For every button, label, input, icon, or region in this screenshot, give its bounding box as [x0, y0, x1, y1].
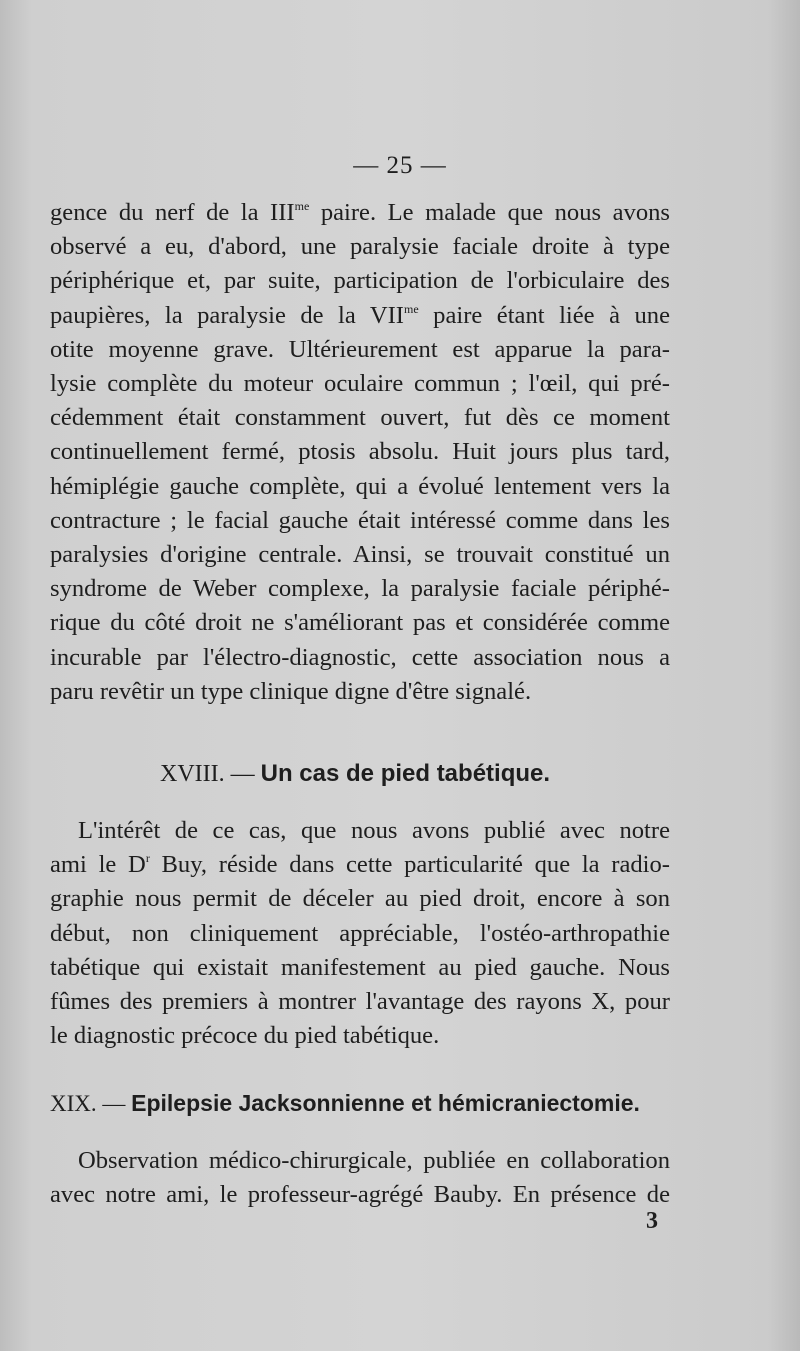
text-line — [50, 504, 670, 538]
text-segment: incurable par l'électro-diagnostic, cette association nous a — [50, 643, 670, 671]
text-line — [50, 1144, 670, 1178]
section-heading-xix — [50, 1090, 640, 1117]
text-line — [50, 985, 670, 1019]
text-line — [50, 470, 670, 504]
text-segment: gence du nerf de la III — [50, 199, 295, 226]
text-segment: L'intérêt de ce cas, que nous avons publié avec notre — [78, 817, 670, 844]
text-segment: graphie nous permit de déceler au pied droit, encore à son — [50, 885, 670, 913]
text-segment: contracture ; le facial gauche était intéressé comme dans les — [50, 506, 670, 534]
text-line — [50, 814, 670, 848]
text-segment: paire étant liée à une — [418, 301, 670, 329]
text-segment: syndrome de Weber complexe, la paralysie faciale périphé- — [50, 575, 670, 603]
section-heading-xviii — [160, 760, 550, 788]
text-line — [50, 606, 670, 640]
text-line — [50, 435, 670, 469]
text-line — [50, 1019, 670, 1053]
section-numeral: XVIII. — — [160, 761, 261, 787]
text-segment: observé a eu, d'abord, une paralysie faciale droite à type — [50, 233, 670, 261]
text-segment: périphérique et, par suite, participation de l'orbiculaire des — [50, 267, 670, 295]
text-line — [50, 230, 670, 264]
text-line — [50, 333, 670, 367]
text-segment: hémiplégie gauche complète, qui a évolué lentement vers la — [50, 472, 670, 500]
text-line — [50, 299, 670, 333]
paragraph-facial-paralysis — [50, 196, 670, 709]
text-line — [50, 264, 670, 298]
text-segment: le diagnostic précoce du pied tabétique. — [50, 1022, 440, 1050]
text-line — [50, 367, 670, 401]
text-segment: rique du côté droit ne s'améliorant pas et considérée comme — [50, 609, 670, 637]
text-segment: fûmes des premiers à montrer l'avantage des rayons X, pour — [50, 988, 670, 1016]
signature-mark: 3 — [646, 1208, 658, 1234]
text-segment: Buy, réside dans cette particularité que la radio- — [149, 851, 670, 879]
text-segment: paire. Le malade que nous avons — [309, 199, 670, 226]
text-segment: paru revêtir un type clinique digne d'être signalé. — [50, 677, 532, 705]
text-line — [50, 917, 670, 951]
text-segment: avec notre ami, le professeur-agrégé Bauby. En présence de — [50, 1181, 670, 1209]
text-segment: otite moyenne grave. Ultérieurement est apparue la para- — [50, 335, 670, 363]
section-title: Un cas de pied tabétique. — [260, 760, 551, 787]
text-segment: Observation médico-chirurgicale, publiée en collaboration — [78, 1147, 670, 1174]
text-line — [50, 1178, 670, 1212]
text-line — [50, 538, 670, 572]
text-segment: paralysies d'origine centrale. Ainsi, se trouvait constitué un — [50, 541, 670, 569]
section-numeral: XIX. — — [50, 1091, 132, 1116]
text-line — [50, 641, 670, 675]
superscript: me — [294, 199, 310, 213]
text-segment: lysie complète du moteur oculaire commun ; l'œil, qui pré- — [50, 370, 670, 398]
text-segment: paupières, la paralysie de la VII — [50, 301, 404, 329]
text-line — [50, 848, 670, 882]
text-line — [50, 572, 670, 606]
section-title: Epilepsie Jacksonnienne et hémicraniectomie. — [131, 1090, 640, 1116]
paragraph-jacksonian-epilepsy — [50, 1144, 670, 1212]
superscript: me — [404, 301, 419, 316]
text-line — [50, 196, 670, 230]
paragraph-tabetic-foot — [50, 814, 670, 1053]
text-line — [50, 675, 670, 709]
page-number: — 25 — — [353, 152, 447, 179]
text-line — [50, 882, 670, 916]
text-segment: ami le D — [50, 851, 146, 879]
text-segment: continuellement fermé, ptosis absolu. Huit jours plus tard, — [50, 438, 670, 466]
superscript: r — [145, 851, 150, 866]
text-line — [50, 951, 670, 985]
text-line — [50, 401, 670, 435]
text-segment: cédemment était constamment ouvert, fut dès ce moment — [50, 404, 670, 432]
text-segment: début, non cliniquement appréciable, l'ostéo-arthropathie — [50, 919, 670, 947]
text-segment: tabétique qui existait manifestement au pied gauche. Nous — [50, 953, 670, 981]
